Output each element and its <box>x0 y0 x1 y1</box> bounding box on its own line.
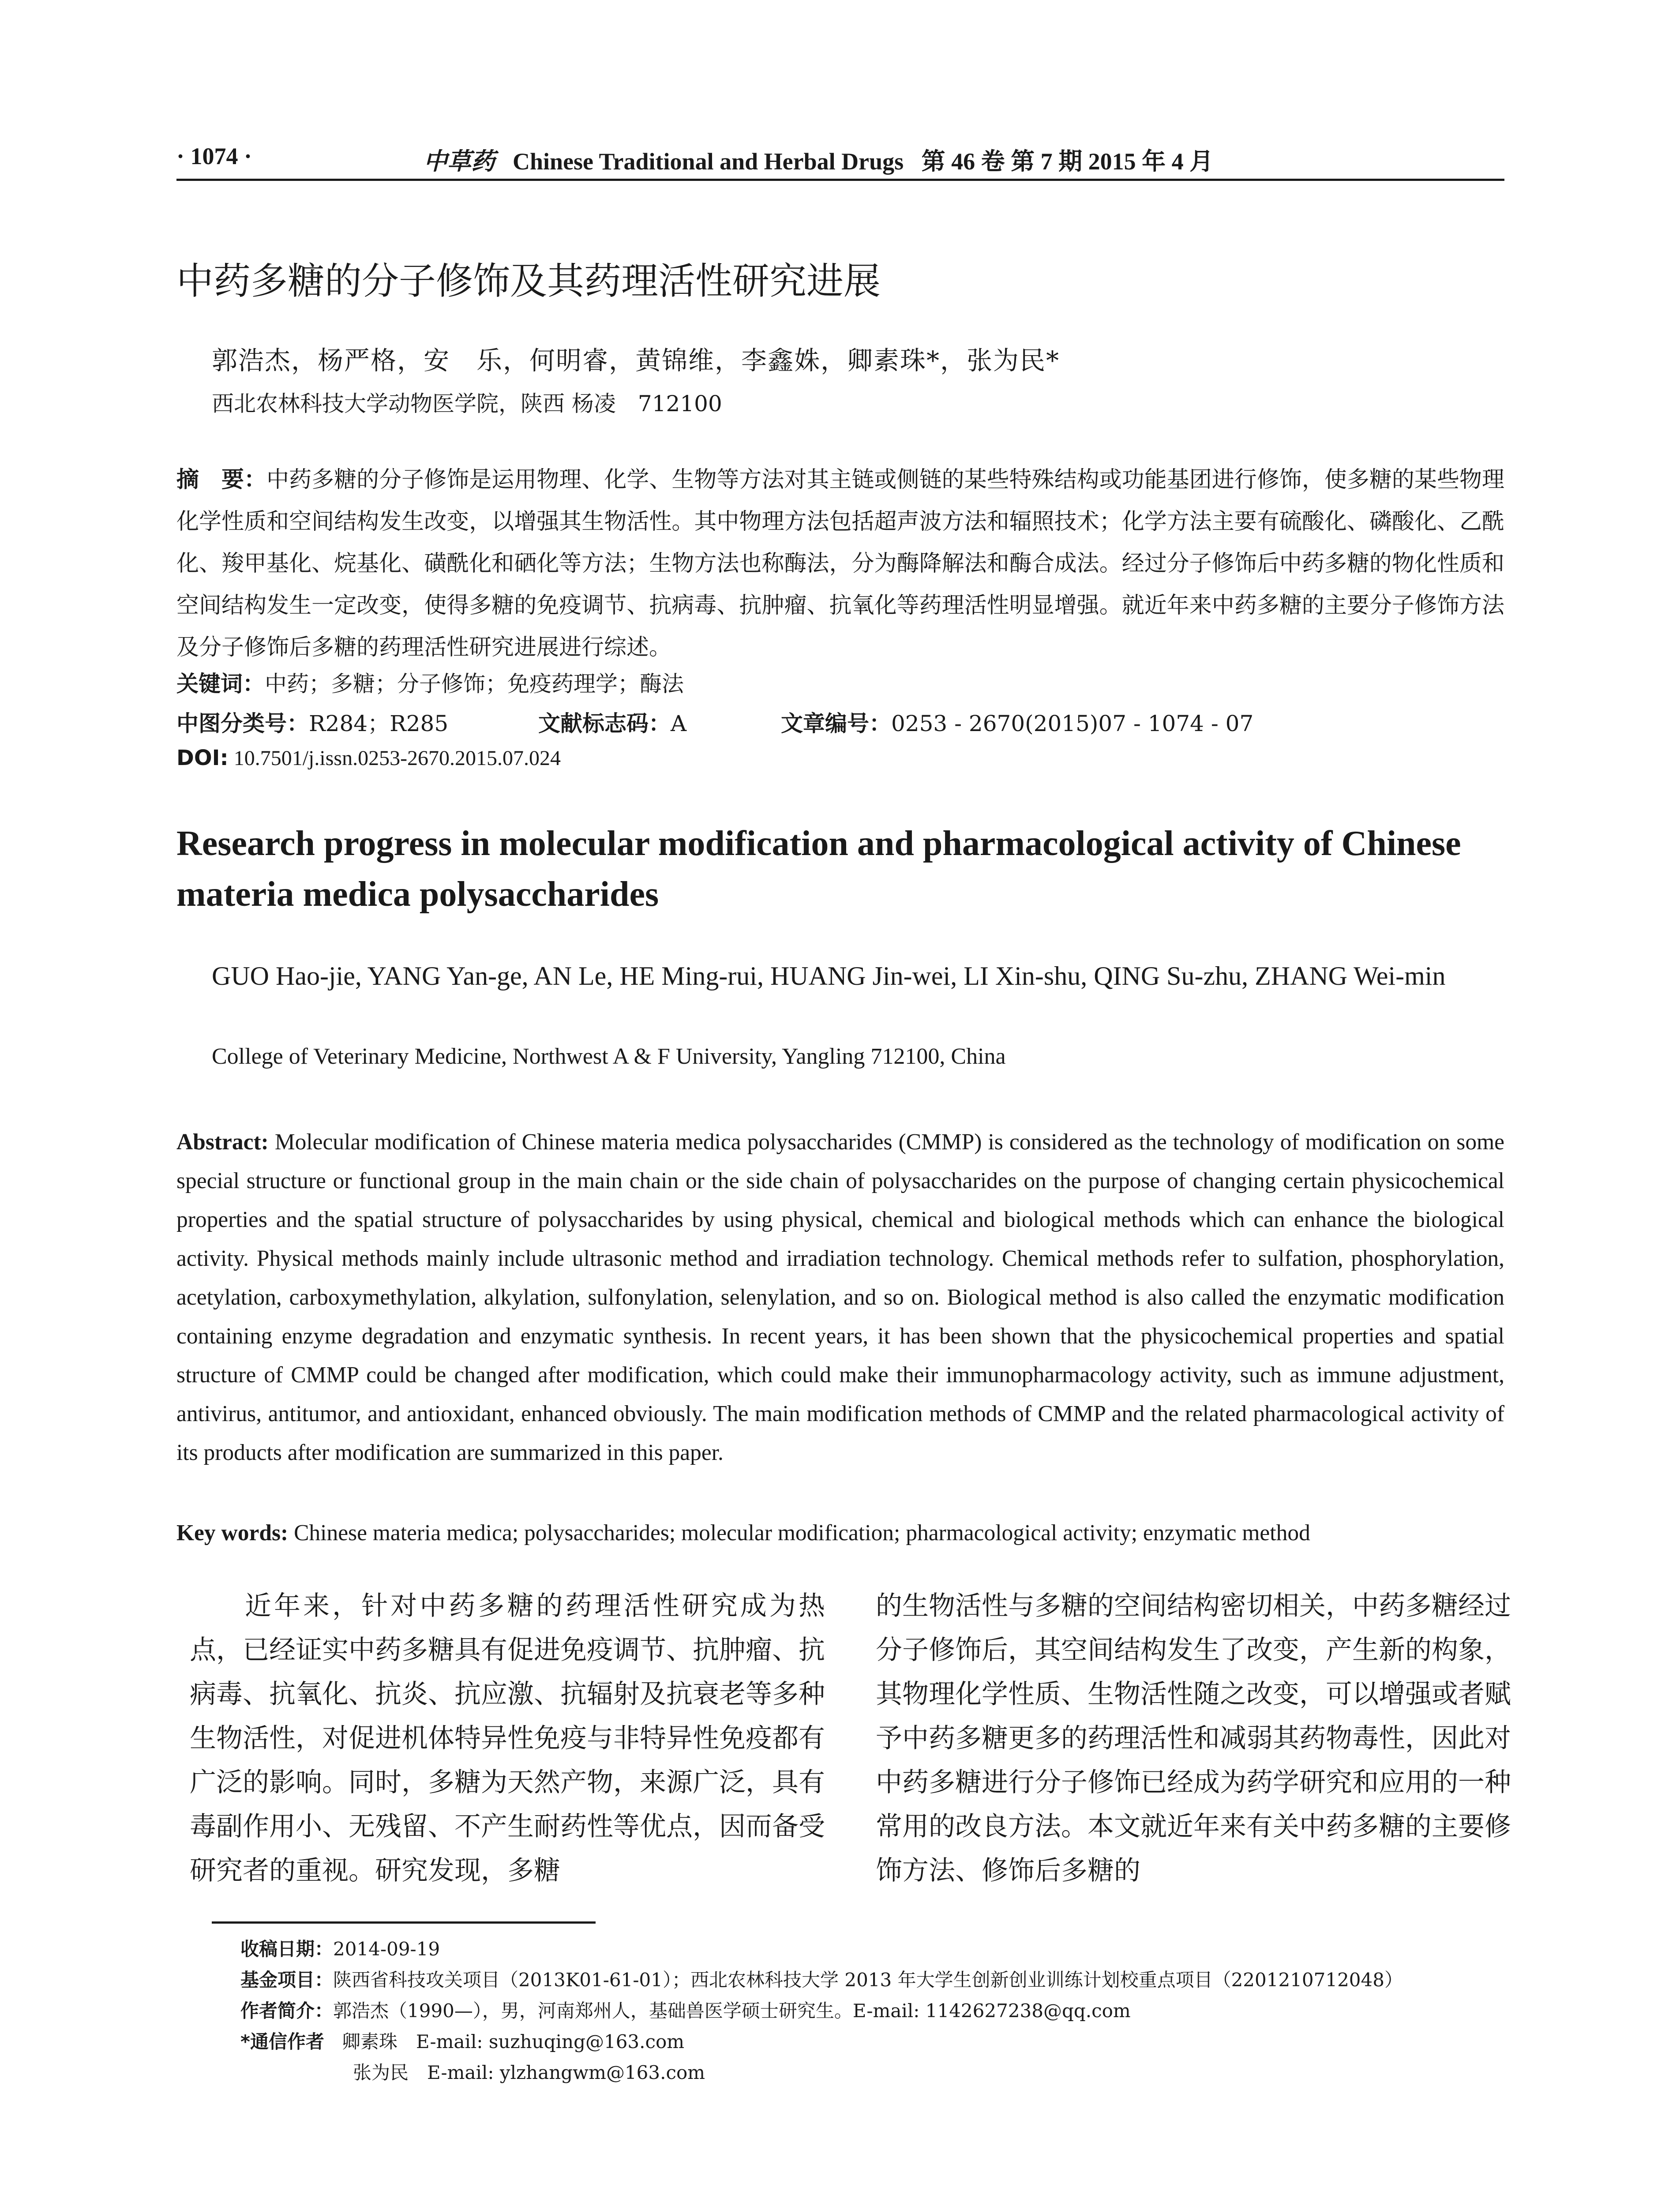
keywords-en <box>176 1520 1310 1546</box>
clc-value: R284；R285 <box>309 711 449 736</box>
journal-name-cn: 中草药 <box>424 148 495 175</box>
abstract-en <box>176 1123 1504 1472</box>
received-label: 收稿日期： <box>240 1938 334 1960</box>
header-rule <box>176 179 1504 181</box>
received-value: 2014-09-19 <box>333 1938 440 1960</box>
title-cn: 中药多糖的分子修饰及其药理活性研究进展 <box>176 259 881 303</box>
issue-info: 第 46 卷 第 7 期 2015 年 4 月 <box>921 148 1214 175</box>
title-en: Research progress in molecular modification and pharmacological activity of Chinese materia medica polysaccharides <box>176 824 1461 914</box>
article-value: 0253 - 2670(2015)07 - 1074 - 07 <box>891 711 1254 736</box>
corr-author-2: 张为民 E-mail: ylzhangwm@163.com <box>353 2062 705 2083</box>
doc-value: A <box>671 711 687 736</box>
body-column-right: 的生物活性与多糖的空间结构密切相关，中药多糖经过分子修饰后，其空间结构发生了改变，产生新的构象，其物理化学性质、生物活性随之改变，可以增强或者赋予中药多糖更多的药理活性和减弱其药物毒性，因此对中药多糖进行分子修饰已经成为药学研究和应用的一种常用的改良方法。本文就近年来有关中药多糖的主要修饰方法、修饰后多糖的 <box>876 1591 1511 1886</box>
abstract-cn-label: 摘 要： <box>176 467 267 493</box>
affiliation-cn: 西北农林科技大学动物医学院，陕西 杨凌 712100 <box>212 391 722 416</box>
keywords-cn <box>176 666 684 698</box>
keywords-en-label: Key words: <box>176 1520 289 1546</box>
authors-cn: 郭浩杰，杨严格，安 乐，何明睿，黄锦维，李鑫姝，卿素珠*，张为民* <box>212 345 1060 375</box>
doc-label: 文献标志码： <box>538 711 671 736</box>
footnote-corresponding <box>240 2027 684 2054</box>
corr-label: *通信作者 <box>240 2031 324 2052</box>
keywords-en-text: Chinese materia medica; polysaccharides; molecular modification; pharmacological activity; enzymatic method <box>294 1520 1310 1546</box>
doc-code <box>538 706 686 738</box>
fund-label: 基金项目： <box>240 1969 334 1991</box>
abstract-en-label: Abstract: <box>176 1129 269 1155</box>
abstract-cn-text: 中药多糖的分子修饰是运用物理、化学、生物等方法对其主链或侧链的某些特殊结构或功能基团进行修饰，使多糖的某些物理化学性质和空间结构发生改变，以增强其生物活性。其中物理方法包括超声波方法和辐照技术；化学方法主要有硫酸化、磷酸化、乙酰化、羧甲基化、烷基化、磺酰化和硒化等方法；生物方法也称酶法，分为酶降解法和酶合成法。经过分子修饰后中药多糖的物化性质和空间结构发生一定改变，使得多糖的免疫调节、抗病毒、抗肿瘤、抗氧化等药理活性明显增强。就近年来中药多糖的主要分子修饰方法及分子修饰后多糖的药理活性研究进展进行综述。 <box>176 467 1504 660</box>
author-label: 作者简介： <box>240 2000 334 2022</box>
article-number <box>781 706 1253 738</box>
journal-name-en: Chinese Traditional and Herbal Drugs <box>513 148 904 175</box>
clc-code <box>176 706 448 738</box>
fund-value: 陕西省科技攻关项目（2013K01-61-01）；西北农林科技大学 2013 年大学生创新创业训练计划校重点项目（2201210712048） <box>333 1969 1403 1991</box>
keywords-cn-label: 关键词： <box>176 671 265 697</box>
footnote-fund <box>240 1966 1403 1992</box>
footnote-received <box>240 1935 440 1961</box>
abstract-en-text: Molecular modification of Chinese materia medica polysaccharides (CMMP) is considered as the technology of modification on some special structure or functional group in the main chain or the side chain of polysaccharides on the purpose of changing certain physicochemical properties and the spatial structure of polysaccharides by using physical, chemical and biological methods which can enhance the biological activity. Physical methods mainly include ultrasonic method and irradiation technology. Chemical methods refer to sulfation, phosphorylation, acetylation, carboxymethylation, alkylation, sulfonylation, selenylation, and so on. Biological method is also called the enzymatic modification containing enzyme degradation and enzymatic synthesis. In recent years, it has been shown that the physicochemical properties and spatial structure of CMMP could be changed after modification, which could make their immunopharmacology activity, such as immune adjustment, antivirus, antitumor, and antioxidant, enhanced obviously. The main modification methods of CMMP and the related pharmacological activity of its products after modification are summarized in this paper. <box>176 1129 1504 1465</box>
affiliation-en: College of Veterinary Medicine, Northwest A & F University, Yangling 712100, China <box>212 1044 1006 1069</box>
article-label: 文章编号： <box>781 711 891 736</box>
authors-en: GUO Hao-jie, YANG Yan-ge, AN Le, HE Ming-rui, HUANG Jin-wei, LI Xin-shu, QING Su-zhu, ZHANG Wei-min <box>212 961 1446 990</box>
doi-label: DOI: <box>176 746 229 770</box>
clc-label: 中图分类号： <box>176 711 309 736</box>
author-value: 郭浩杰（1990—），男，河南郑州人，基础兽医学硕士研究生。E-mail: 1142627238@qq.com <box>333 2000 1131 2022</box>
doi <box>176 746 561 770</box>
page-number: · 1074 · <box>176 143 252 169</box>
journal-name <box>424 143 1213 176</box>
corr-author-1: 卿素珠 E-mail: suzhuqing@163.com <box>342 2031 685 2052</box>
footnote-corresponding-2 <box>353 2058 705 2085</box>
doi-value: 10.7501/j.issn.0253-2670.2015.07.024 <box>233 747 561 770</box>
running-header <box>176 135 1504 179</box>
keywords-cn-text: 中药；多糖；分子修饰；免疫药理学；酶法 <box>265 671 684 697</box>
footnote-author <box>240 1996 1131 2023</box>
abstract-cn <box>176 459 1504 668</box>
body-column-left: 近年来，针对中药多糖的药理活性研究成为热点，已经证实中药多糖具有促进免疫调节、抗肿瘤、抗病毒、抗氧化、抗炎、抗应激、抗辐射及抗衰老等多种生物活性，对促进机体特异性免疫与非特异性免疫都有广泛的影响。同时，多糖为天然产物，来源广泛，具有毒副作用小、无残留、不产生耐药性等优点，因而备受研究者的重视。研究发现，多糖 <box>190 1591 825 1886</box>
footnote-rule <box>212 1921 596 1924</box>
